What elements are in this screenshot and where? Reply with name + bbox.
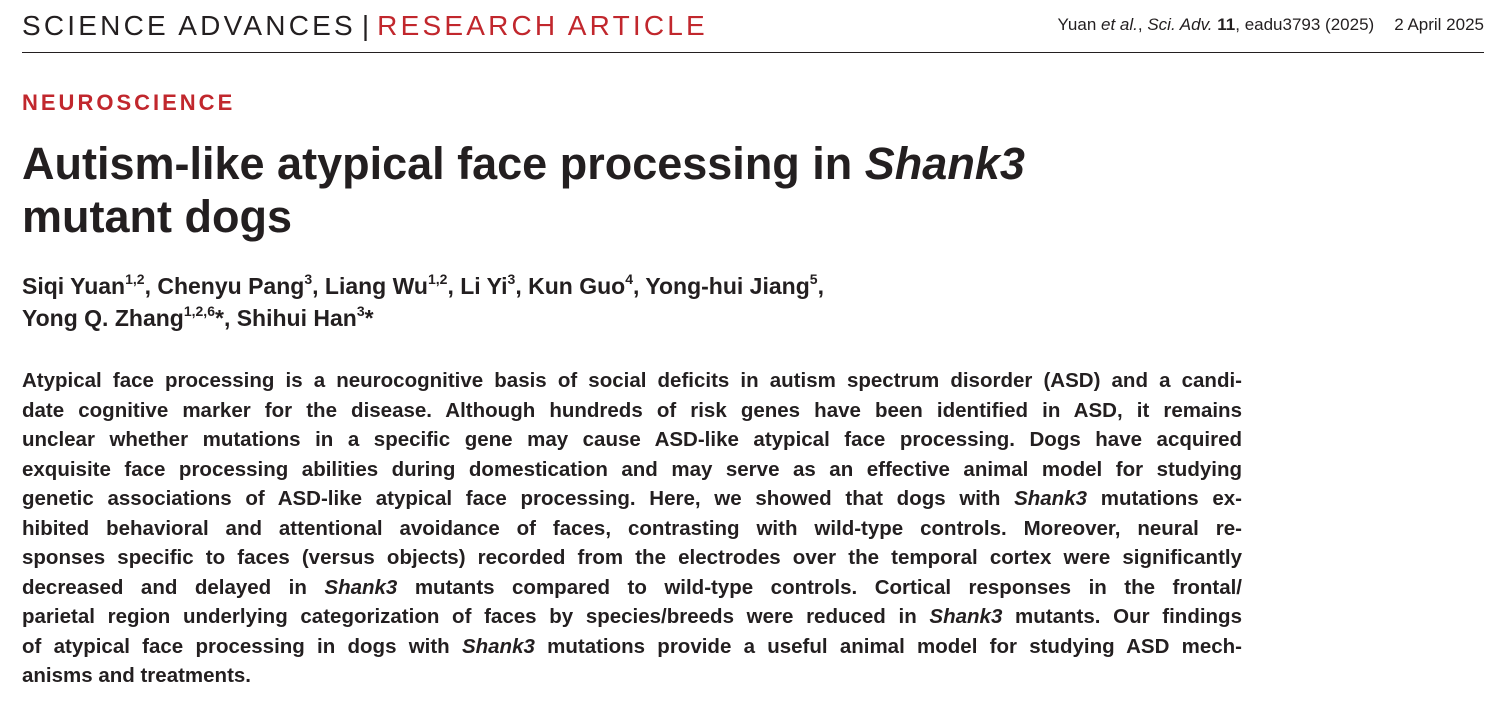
author[interactable]: Yong Q. Zhang$^{1,2,6}$* xyxy=(22,303,224,331)
banner-separator: | xyxy=(361,10,370,41)
author[interactable]: Kun Guo$^4$ xyxy=(528,271,633,299)
journal-banner xyxy=(22,10,708,42)
citation-authors: Yuan xyxy=(1057,15,1102,34)
citation-volume: 11 xyxy=(1217,15,1236,34)
abstract-line: Atypical face processing is a neurocognitive basis of social deficits in autism spectrum disorder (ASD) and a candi- xyxy=(22,369,1242,392)
citation-article-id: , eadu3793 (2025) xyxy=(1235,15,1375,34)
corresponding-star: * xyxy=(214,305,224,331)
abstract-line: genetic associations of ASD-like atypical face processing. Here, we showed that dogs with Shank3 mutations ex- xyxy=(22,487,1243,510)
author[interactable]: Liang Wu$^{1,2}$ xyxy=(324,271,448,299)
author-list: Siqi Yuan$^{1,2}$, Chenyu Pang$^3$, Liang Wu$^{1,2}$, Li Yi$^3$, Kun Guo$^4$, Yong-hui Jiang$^5$, Yong Q. Zhang$^{1,2,6}$*, Shihui Han$^3$* xyxy=(22,271,824,331)
abstract-line: date cognitive marker for the disease. Although hundreds of risk genes have been identified in ASD, it remains xyxy=(22,398,1242,422)
journal-name: SCIENCE ADVANCES xyxy=(22,10,356,41)
citation-date: 2 April 2025 xyxy=(1394,15,1484,34)
article-type: RESEARCH ARTICLE xyxy=(377,10,708,41)
abstract-line: decreased and delayed in Shank3 mutants compared to wild-type controls. Cortical responses in the frontal/ xyxy=(22,575,1242,599)
citation-et-al: et al. xyxy=(1101,15,1138,34)
abstract-line: sponses specific to faces (versus objects) recorded from the electrodes over the temporal cortex were significantly xyxy=(22,546,1242,569)
abstract-line: hibited behavioral and attentional avoidance of faces, contrasting with wild-type controls. Moreover, neural re- xyxy=(22,516,1242,540)
author[interactable]: Siqi Yuan$^{1,2}$ xyxy=(22,271,145,299)
abstract-line: of atypical face processing in dogs with Shank3 mutations provide a useful animal model for studying ASD mech- xyxy=(22,634,1242,658)
citation-journal: Sci. Adv. xyxy=(1147,15,1213,34)
abstract-line: unclear whether mutations in a specific gene may cause ASD-like atypical face processing. Dogs have acquired xyxy=(22,428,1242,451)
title-part-1: Autism-like atypical face processing in xyxy=(22,138,865,189)
author[interactable]: Chenyu Pang$^3$ xyxy=(157,271,313,299)
author[interactable]: Yong-hui Jiang$^5$ xyxy=(645,271,818,299)
abstract-line: exquisite face processing abilities during domestication and may serve as an effective animal model for studying xyxy=(22,457,1242,481)
title-part-2: mutant dogs xyxy=(22,191,292,242)
citation-line xyxy=(1058,15,1484,35)
article-title xyxy=(22,137,1122,243)
title-gene: Shank3 xyxy=(864,138,1025,189)
section-label: NEUROSCIENCE xyxy=(22,90,236,115)
abstract xyxy=(22,366,1242,691)
abstract-line: parietal region underlying categorization of faces by species/breeds were reduced in Shank3 mutants. Our findings xyxy=(22,605,1242,628)
abstract-line: anisms and treatments. xyxy=(22,664,251,687)
author[interactable]: Li Yi$^3$ xyxy=(460,271,516,299)
author[interactable]: Shihui Han$^3$* xyxy=(236,303,374,331)
corresponding-star: * xyxy=(364,305,374,331)
citation-comma: , xyxy=(1137,15,1148,34)
page-header xyxy=(22,6,1484,53)
